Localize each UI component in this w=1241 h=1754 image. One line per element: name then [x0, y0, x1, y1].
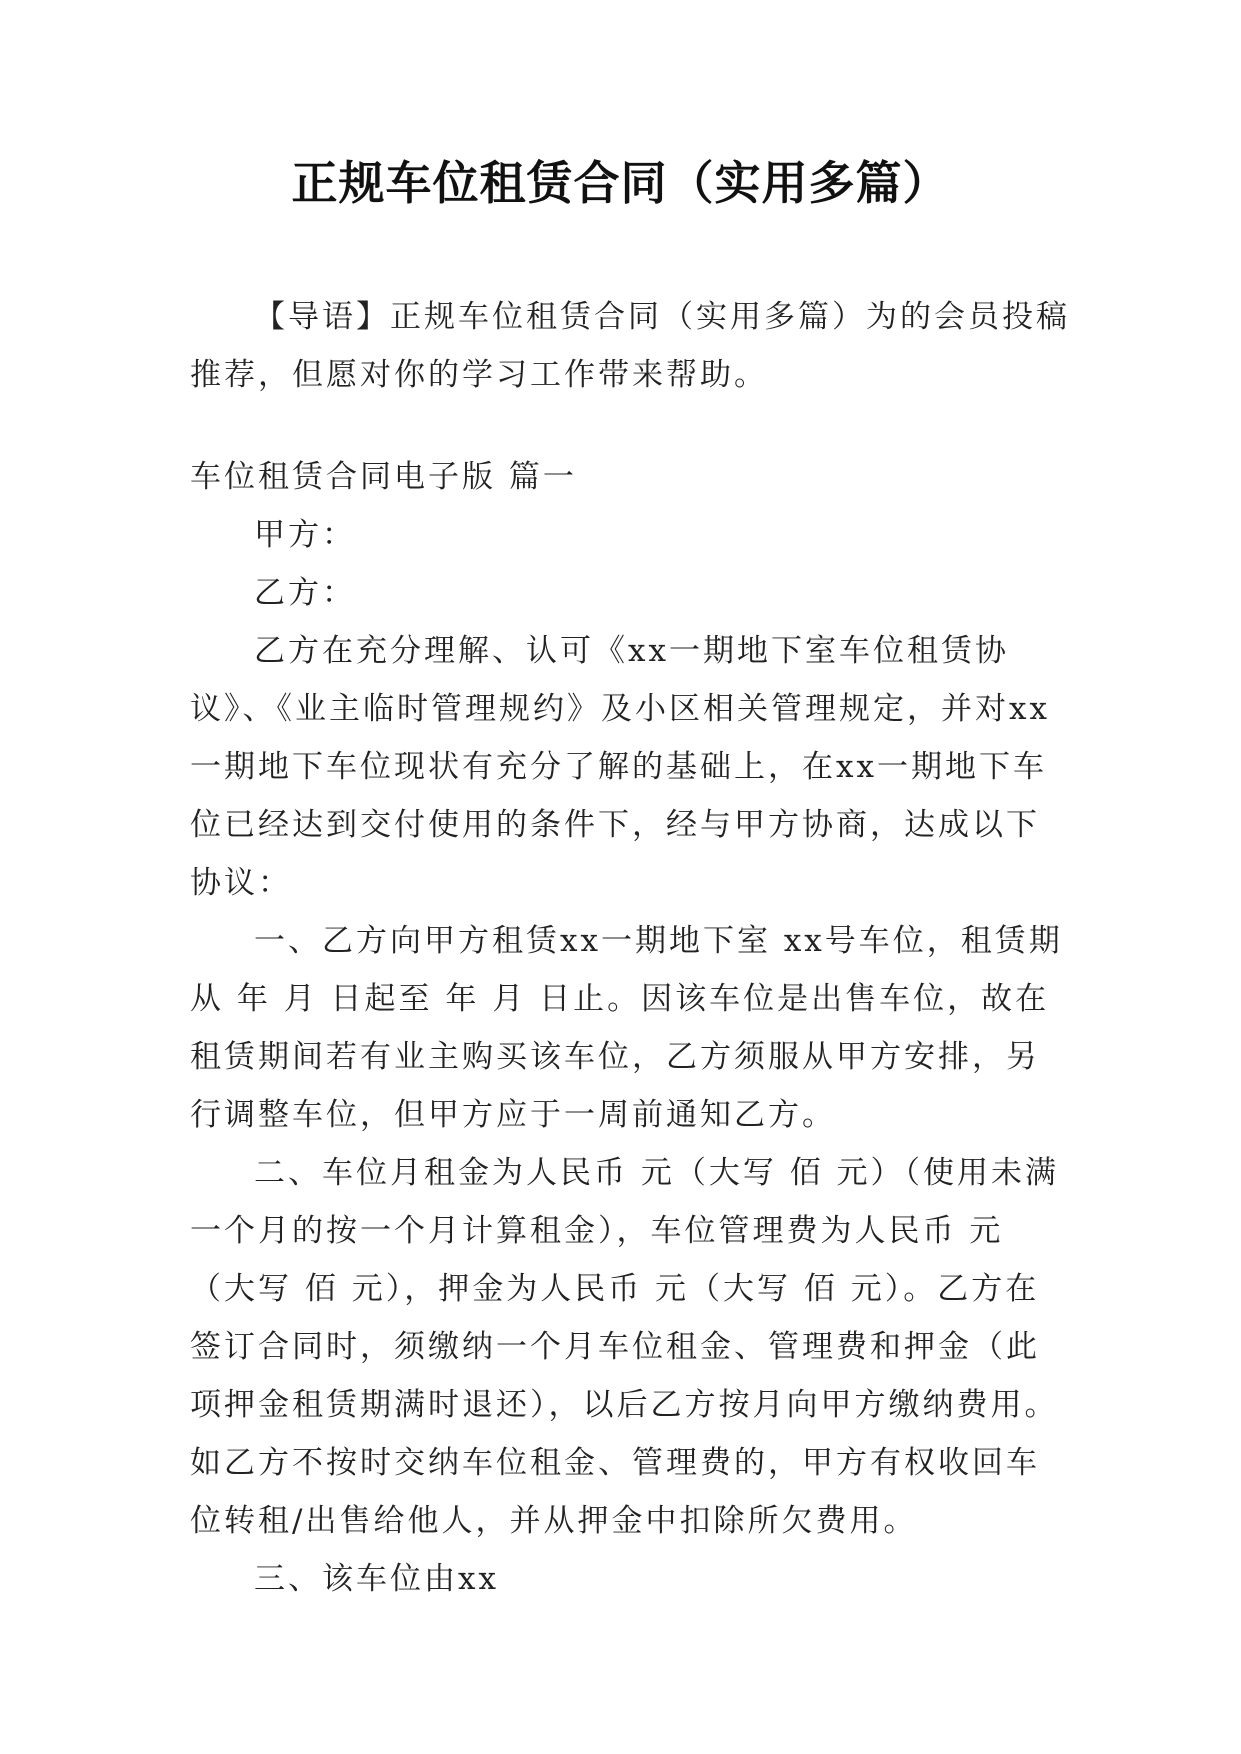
intro-paragraph: 【导语】正规车位租赁合同（实用多篇）为的会员投稿推荐，但愿对你的学习工作带来帮助。 [190, 299, 1070, 393]
body-paragraph: 乙方在充分理解、认可《xx一期地下室车位租赁协议》、《业主临时管理规约》及小区相关管理规定，并对xx一期地下车位现状有充分了解的基础上，在xx一期地下车位已经达到交付使用的条件下，经与甲方协商，达成以下协议： [190, 633, 1050, 901]
body-paragraph: 二、车位月租金为人民币 元（大写 佰 元）（使用未满一个月的按一个月计算租金），车位管理费为人民币 元（大写 佰 元），押金为人民币 元（大写 佰 元）。乙方在签订合同时，须缴纳一个月车位租金、管理费和押金（此项押金租赁期满时退还），以后乙方按月向甲方缴纳费用。如乙方不按时交纳车位租金、管理费的，甲方有权收回车位转租/出售给他人，并从押金中扣除所欠费用。 [190, 1155, 1060, 1539]
section-heading: 车位租赁合同电子版 篇一 [190, 459, 577, 495]
party-b-line: 乙方： [254, 575, 356, 611]
spacer [190, 404, 1070, 448]
body-paragraph: 一、乙方向甲方租赁xx一期地下室 xx号车位，租赁期从 年 月 日起至 年 月 日止。因该车位是出售车位，故在租赁期间若有业主购买该车位，乙方须服从甲方安排，另行调整车位，但甲方应于一周前通知乙方。 [190, 923, 1063, 1133]
body-paragraph: 三、该车位由xx [254, 1561, 499, 1597]
document-body [190, 288, 1070, 1608]
party-a-line: 甲方： [254, 517, 356, 553]
document-title: 正规车位租赁合同（实用多篇） [291, 156, 950, 210]
